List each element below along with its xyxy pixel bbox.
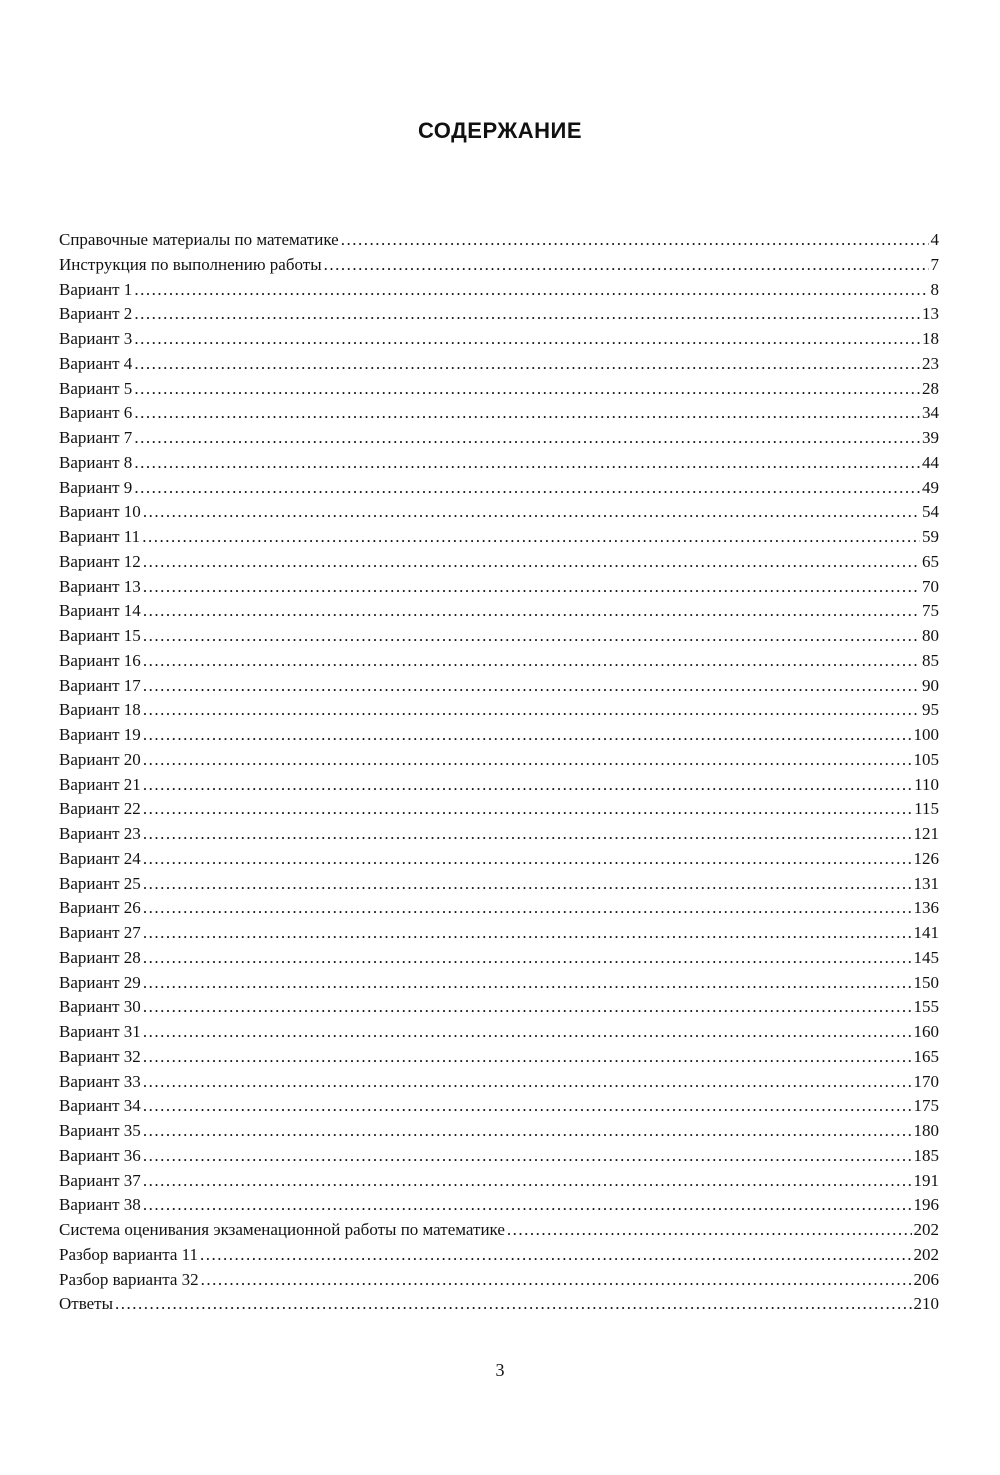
toc-entry-label: Вариант 13: [59, 576, 141, 596]
toc-dot-leader: [143, 674, 920, 699]
toc-entry-page: 160: [913, 1022, 939, 1041]
toc-entry[interactable]: [59, 476, 939, 501]
toc-entry[interactable]: [59, 971, 939, 996]
toc-entry-page: 131: [913, 873, 939, 893]
toc-entry[interactable]: [59, 278, 939, 303]
toc-dot-leader: [143, 1070, 912, 1095]
toc-entry[interactable]: [59, 377, 939, 402]
toc-entry[interactable]: [59, 1070, 939, 1095]
toc-entry-label: Вариант 1: [59, 279, 133, 299]
toc-dot-leader: [134, 476, 920, 501]
toc-entry[interactable]: [59, 575, 939, 600]
toc-entry-label: Вариант 8: [59, 452, 133, 472]
toc-dot-leader: [143, 847, 912, 872]
toc-entry[interactable]: [59, 302, 939, 327]
toc-entry-label: Вариант 20: [59, 749, 141, 769]
toc-entry-page: 165: [913, 1046, 939, 1066]
toc-entry-page: 126: [913, 848, 939, 868]
toc-entry-page: 196: [913, 1195, 939, 1215]
toc-entry-page: 85: [922, 650, 939, 670]
toc-entry[interactable]: [59, 1193, 939, 1218]
toc-dot-leader: [142, 525, 920, 550]
toc-entry[interactable]: [59, 253, 939, 278]
toc-entry-label: Вариант 10: [59, 502, 141, 522]
toc-entry[interactable]: [59, 896, 939, 921]
toc-entry-page: 145: [913, 947, 939, 967]
toc-dot-leader: [143, 723, 912, 748]
toc-entry-label: Вариант 18: [59, 700, 141, 720]
toc-entry[interactable]: [59, 1169, 939, 1194]
toc-entry-page: 7: [930, 254, 939, 274]
toc-dot-leader: [134, 278, 928, 303]
toc-entry-page: 80: [922, 626, 939, 645]
toc-entry-label: Вариант 3: [59, 329, 133, 348]
toc-entry[interactable]: [59, 451, 939, 476]
toc-entry[interactable]: [59, 773, 939, 798]
toc-dot-leader: [143, 599, 920, 624]
toc-entry[interactable]: [59, 228, 939, 253]
toc-entry-label: Вариант 37: [59, 1170, 141, 1190]
toc-entry-label: Вариант 31: [59, 1022, 141, 1041]
toc-entry[interactable]: [59, 921, 939, 946]
toc-entry[interactable]: [59, 624, 939, 649]
toc-dot-leader: [134, 426, 920, 451]
table-of-contents: [59, 228, 939, 1317]
toc-entry-page: 185: [913, 1145, 939, 1165]
toc-entry-label: Ответы: [59, 1294, 114, 1314]
toc-dot-leader: [507, 1218, 912, 1243]
toc-entry-page: 202: [913, 1220, 939, 1239]
toc-entry-page: 75: [922, 601, 939, 621]
toc-entry[interactable]: [59, 946, 939, 971]
toc-dot-leader: [134, 327, 920, 352]
toc-entry-label: Вариант 33: [59, 1071, 141, 1091]
toc-entry[interactable]: [59, 1268, 939, 1293]
toc-dot-leader: [143, 822, 912, 847]
toc-entry-page: 49: [922, 477, 939, 497]
toc-dot-leader: [143, 500, 920, 525]
toc-entry-page: 59: [922, 527, 939, 546]
toc-dot-leader: [143, 748, 912, 773]
toc-dot-leader: [143, 649, 920, 674]
toc-entry-page: 18: [922, 329, 939, 348]
toc-dot-leader: [134, 352, 920, 377]
toc-dot-leader: [143, 1169, 912, 1194]
toc-entry-label: Вариант 24: [59, 848, 141, 868]
toc-dot-leader: [143, 550, 920, 575]
toc-entry-page: 28: [922, 378, 939, 398]
toc-entry-page: 110: [914, 774, 939, 794]
toc-entry-label: Вариант 36: [59, 1145, 141, 1165]
toc-dot-leader: [143, 896, 912, 921]
toc-dot-leader: [143, 995, 912, 1020]
toc-dot-leader: [134, 451, 920, 476]
toc-entry[interactable]: [59, 1045, 939, 1070]
toc-entry-label: Инструкция по выполнению работы: [59, 254, 322, 274]
toc-entry-label: Вариант 4: [59, 353, 133, 373]
toc-dot-leader: [143, 1045, 912, 1070]
toc-entry-page: 105: [913, 749, 939, 769]
toc-entry-label: Вариант 9: [59, 477, 133, 497]
toc-entry-page: 44: [922, 452, 939, 472]
page-number: 3: [495, 1360, 505, 1380]
toc-entry-label: Вариант 7: [59, 428, 133, 447]
toc-entry[interactable]: [59, 352, 939, 377]
toc-entry-label: Вариант 28: [59, 947, 141, 967]
toc-entry[interactable]: [59, 995, 939, 1020]
toc-entry[interactable]: [59, 599, 939, 624]
toc-entry-label: Система оценивания экзаменационной работы по математике: [59, 1220, 505, 1239]
toc-entry[interactable]: [59, 723, 939, 748]
toc-dot-leader: [143, 575, 920, 600]
toc-entry-page: 4: [930, 230, 939, 249]
toc-entry-page: 23: [922, 353, 939, 373]
toc-entry-label: Вариант 29: [59, 972, 141, 992]
toc-entry-page: 210: [913, 1294, 939, 1314]
toc-entry-label: Разбор варианта 32: [59, 1269, 199, 1289]
toc-entry[interactable]: [59, 872, 939, 897]
toc-entry-label: Вариант 2: [59, 304, 133, 324]
toc-entry[interactable]: [59, 1144, 939, 1169]
toc-entry-label: Вариант 34: [59, 1096, 141, 1116]
toc-dot-leader: [143, 1193, 912, 1218]
toc-entry-label: Вариант 35: [59, 1121, 141, 1140]
toc-entry-page: 121: [913, 824, 939, 843]
toc-entry-label: Вариант 30: [59, 997, 141, 1017]
toc-entry-page: 8: [930, 279, 939, 299]
page-title: СОДЕРЖАНИЕ: [417, 118, 583, 143]
toc-entry-page: 155: [913, 997, 939, 1017]
toc-entry[interactable]: [59, 525, 939, 550]
toc-entry[interactable]: [59, 698, 939, 723]
toc-dot-leader: [143, 971, 912, 996]
toc-dot-leader: [134, 302, 920, 327]
toc-entry[interactable]: [59, 1119, 939, 1144]
toc-entry-page: 202: [913, 1244, 939, 1264]
toc-entry-label: Вариант 16: [59, 650, 141, 670]
toc-entry[interactable]: [59, 1094, 939, 1119]
toc-entry[interactable]: [59, 748, 939, 773]
toc-dot-leader: [200, 1243, 911, 1268]
toc-dot-leader: [143, 1094, 912, 1119]
toc-dot-leader: [143, 773, 912, 798]
toc-entry[interactable]: [59, 426, 939, 451]
toc-dot-leader: [341, 228, 929, 253]
toc-dot-leader: [115, 1292, 911, 1317]
toc-entry-label: Вариант 15: [59, 626, 141, 645]
toc-entry-page: 34: [922, 403, 939, 423]
toc-entry[interactable]: [59, 500, 939, 525]
toc-dot-leader: [143, 872, 912, 897]
toc-entry[interactable]: [59, 674, 939, 699]
toc-entry[interactable]: [59, 822, 939, 847]
toc-entry-page: 150: [913, 972, 939, 992]
toc-entry-label: Справочные материалы по математике: [59, 230, 339, 249]
toc-entry[interactable]: [59, 401, 939, 426]
toc-entry-label: Вариант 19: [59, 725, 141, 744]
toc-entry-label: Вариант 6: [59, 403, 133, 423]
toc-entry-page: 115: [914, 799, 939, 819]
toc-entry-page: 136: [913, 898, 939, 918]
toc-entry[interactable]: [59, 1020, 939, 1045]
toc-entry-label: Вариант 38: [59, 1195, 141, 1215]
toc-entry-label: Вариант 17: [59, 675, 141, 695]
toc-entry-page: 175: [913, 1096, 939, 1116]
toc-dot-leader: [143, 797, 912, 822]
toc-entry-label: Вариант 21: [59, 774, 141, 794]
toc-entry-page: 100: [913, 725, 939, 744]
toc-entry-page: 180: [913, 1121, 939, 1140]
toc-dot-leader: [324, 253, 929, 278]
toc-entry[interactable]: [59, 649, 939, 674]
toc-entry-page: 39: [922, 428, 939, 447]
toc-entry-label: Вариант 25: [59, 873, 141, 893]
toc-entry-page: 170: [913, 1071, 939, 1091]
toc-entry-page: 95: [922, 700, 939, 720]
toc-entry-label: Вариант 32: [59, 1046, 141, 1066]
toc-entry-page: 70: [922, 576, 939, 596]
toc-entry[interactable]: [59, 1292, 939, 1317]
toc-entry-page: 90: [922, 675, 939, 695]
toc-entry-label: Вариант 27: [59, 923, 141, 942]
toc-entry-label: Вариант 14: [59, 601, 141, 621]
toc-entry-page: 141: [913, 923, 939, 942]
toc-entry[interactable]: [59, 797, 939, 822]
toc-entry-label: Вариант 12: [59, 551, 141, 571]
toc-dot-leader: [134, 377, 920, 402]
toc-entry-page: 191: [913, 1170, 939, 1190]
toc-entry[interactable]: [59, 1243, 939, 1268]
toc-entry-label: Разбор варианта 11: [59, 1244, 199, 1264]
toc-entry[interactable]: [59, 327, 939, 352]
toc-dot-leader: [143, 946, 912, 971]
toc-entry-page: 54: [922, 502, 939, 522]
toc-entry-label: Вариант 26: [59, 898, 141, 918]
toc-dot-leader: [201, 1268, 912, 1293]
toc-dot-leader: [143, 1020, 912, 1045]
toc-entry-label: Вариант 22: [59, 799, 141, 819]
toc-entry-label: Вариант 23: [59, 824, 141, 843]
toc-entry[interactable]: [59, 550, 939, 575]
toc-dot-leader: [143, 1144, 912, 1169]
toc-entry-label: Вариант 11: [59, 527, 141, 546]
toc-dot-leader: [143, 624, 920, 649]
toc-dot-leader: [143, 1119, 912, 1144]
toc-entry[interactable]: [59, 847, 939, 872]
toc-dot-leader: [143, 698, 920, 723]
toc-entry-page: 13: [922, 304, 939, 324]
toc-dot-leader: [134, 401, 920, 426]
toc-entry[interactable]: [59, 1218, 939, 1243]
toc-entry-page: 65: [922, 551, 939, 571]
toc-entry-page: 206: [913, 1269, 939, 1289]
toc-entry-label: Вариант 5: [59, 378, 133, 398]
toc-dot-leader: [143, 921, 912, 946]
